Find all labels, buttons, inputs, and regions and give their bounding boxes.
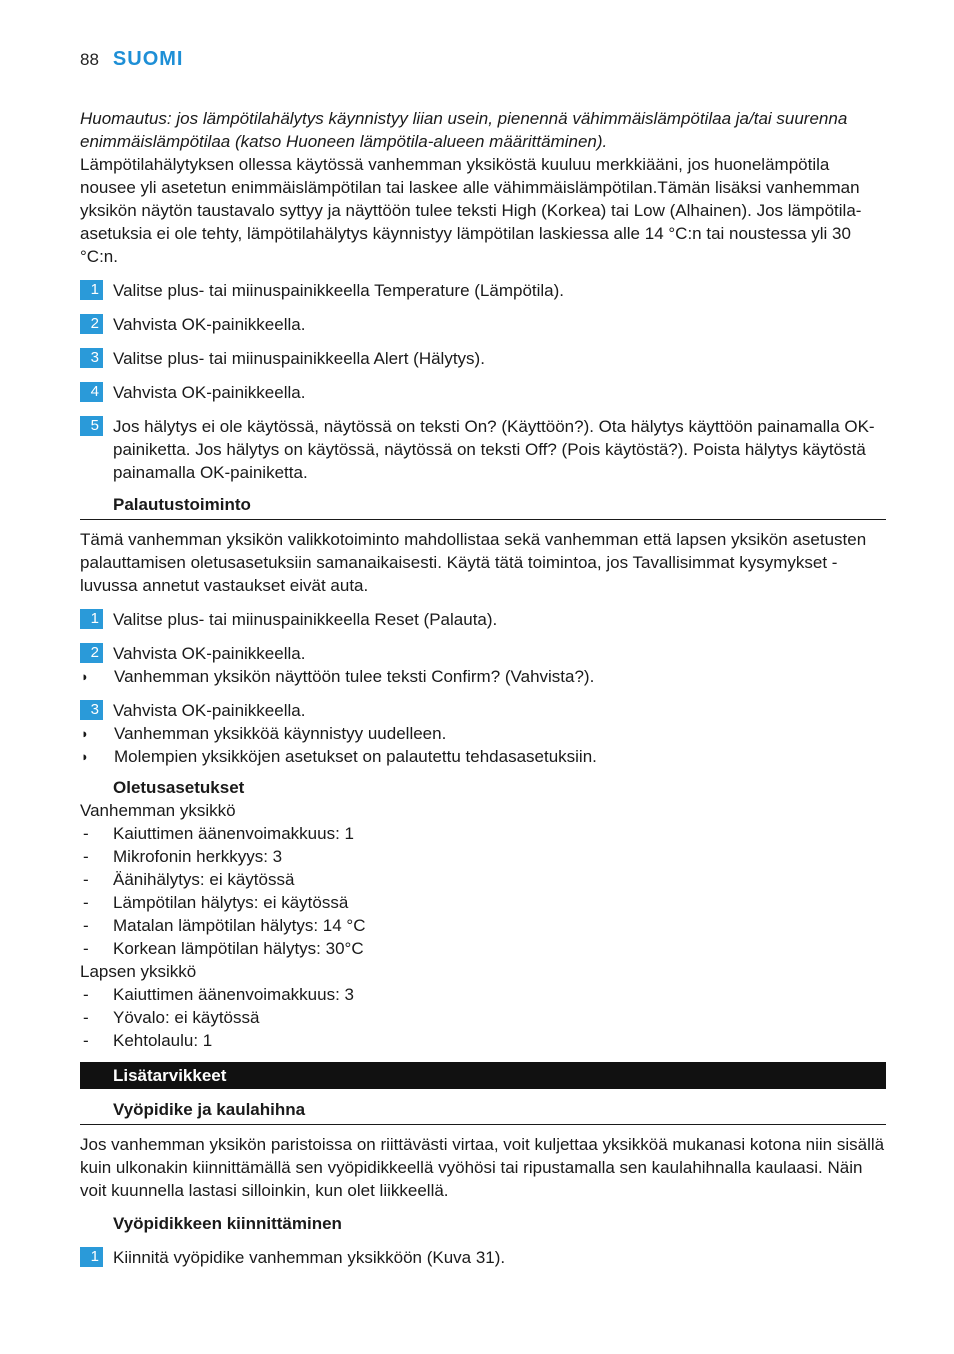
list-item-text: Yövalo: ei käytössä [113, 1008, 260, 1027]
result-text: Molempien yksikköjen asetukset on palautettu tehdasasetuksiin. [114, 747, 597, 766]
step-text: Kiinnitä vyöpidike vanhemman yksikköön (Kuva 31). [113, 1248, 506, 1267]
reset-step-1 [80, 608, 886, 631]
reset-step-3 [80, 699, 886, 722]
step-number: 3 [80, 700, 103, 720]
list-item [80, 983, 886, 1006]
step-a-2 [80, 313, 886, 336]
reset-heading: Palautustoiminto [80, 493, 886, 520]
list-item [80, 845, 886, 868]
dash-marker: - [83, 870, 89, 889]
step-number: 2 [80, 314, 103, 334]
parent-unit-label: Vanhemman yksikkö [80, 801, 236, 820]
note-paragraph: Huomautus: jos lämpötilahälytys käynnistyy liian usein, pienennä vähimmäislämpötilaa ja/tai suurenna enimmäislämpötilaa (katso Huoneen lämpötila-alueen määrittäminen). [80, 109, 848, 151]
list-item-text: Äänihälytys: ei käytössä [113, 870, 295, 889]
reset-paragraph: Tämä vanhemman yksikön valikkotoiminto mahdollistaa sekä vanhemman että lapsen yksikön asetusten palauttamisen oletusasetuksiin samanaikaisesti. Käytä tätä toimintoa, jos Tavallisimmat kysymykset -luvussa annetut vastaukset eivät auta. [80, 530, 867, 595]
dash-marker: - [83, 985, 89, 1004]
result-bullet [80, 665, 886, 688]
result-text: Vanhemman yksikköä käynnistyy uudelleen. [114, 724, 447, 743]
intro-paragraph: Lämpötilahälytyksen ollessa käytössä vanhemman yksiköstä kuuluu merkkiääni, jos huonelämpötila nousee yli asetetun enimmäislämpötilan tai laskee alle vähimmäislämpötilan.Tämän lisäksi vanhemman yksikön näytön taustavalo syttyy ja näyttöön tulee teksti High (Korkea) tai Low (Alhainen). Jos lämpötila-asetuksia ei ole tehty, lämpötilahälytys käynnistyy lämpötilan laskiessa alle 14 °C:n tai noustessa yli 30 °C:n. [80, 155, 862, 266]
language-label: SUOMI [112, 48, 184, 70]
result-arrow-icon: ◗ [81, 669, 89, 684]
defaults-heading: Oletusasetukset [113, 778, 245, 797]
dash-marker: - [83, 824, 89, 843]
step-text: Valitse plus- tai miinuspainikkeella Alert (Hälytys). [113, 349, 485, 368]
step-number: 4 [80, 382, 103, 402]
list-item [80, 822, 886, 845]
attach-clip-heading: Vyöpidikkeen kiinnittäminen [113, 1214, 342, 1233]
list-item [80, 1029, 886, 1052]
dash-marker: - [83, 1031, 89, 1050]
step-number: 5 [80, 416, 103, 436]
result-text: Vanhemman yksikön näyttöön tulee teksti Confirm? (Vahvista?). [114, 667, 595, 686]
step-text: Valitse plus- tai miinuspainikkeella Reset (Palauta). [113, 610, 498, 629]
step-text: Vahvista OK-painikkeella. [113, 701, 306, 720]
dash-marker: - [83, 916, 89, 935]
step-a-5 [80, 415, 886, 484]
page-header [80, 48, 183, 71]
baby-unit-label: Lapsen yksikkö [80, 962, 197, 981]
list-item [80, 914, 886, 937]
result-bullet [80, 722, 886, 745]
step-number: 2 [80, 643, 103, 663]
step-number: 1 [80, 1247, 103, 1267]
step-text: Vahvista OK-painikkeella. [113, 644, 306, 663]
clip-lanyard-heading: Vyöpidike ja kaulahihna [80, 1098, 886, 1125]
list-item-text: Kehtolaulu: 1 [113, 1031, 213, 1050]
attach-step-1 [80, 1246, 886, 1269]
step-number: 3 [80, 348, 103, 368]
reset-step-2 [80, 642, 886, 665]
list-item-text: Lämpötilan hälytys: ei käytössä [113, 893, 349, 912]
step-text: Vahvista OK-painikkeella. [113, 383, 306, 402]
page-content [80, 107, 886, 1269]
step-a-4 [80, 381, 886, 404]
dash-marker: - [83, 893, 89, 912]
list-item-text: Mikrofonin herkkyys: 3 [113, 847, 283, 866]
list-item [80, 937, 886, 960]
list-item-text: Kaiuttimen äänenvoimakkuus: 3 [113, 985, 354, 1004]
page-number: 88 [80, 50, 99, 69]
result-arrow-icon: ◗ [81, 726, 89, 741]
list-item [80, 891, 886, 914]
list-item-text: Korkean lämpötilan hälytys: 30°C [113, 939, 364, 958]
accessories-section-title: Lisätarvikkeet [80, 1062, 886, 1089]
step-number: 1 [80, 280, 103, 300]
accessories-paragraph: Jos vanhemman yksikön paristoissa on riittävästi virtaa, voit kuljettaa yksikköä mukanasi kotona niin sisällä kuin ulkonakin kiinnittämällä sen vyöpidikkeellä vyöhösi tai ripustamalla sen kaulahihnalla kaulaasi. Näin voit kuunnella lastasi silloinkin, kun olet liikkeellä. [80, 1135, 885, 1200]
list-item-text: Kaiuttimen äänenvoimakkuus: 1 [113, 824, 354, 843]
dash-marker: - [83, 847, 89, 866]
step-text: Valitse plus- tai miinuspainikkeella Temperature (Lämpötila). [113, 281, 565, 300]
step-a-1 [80, 279, 886, 302]
step-number: 1 [80, 609, 103, 629]
step-text: Jos hälytys ei ole käytössä, näytössä on teksti On? (Käyttöön?). Ota hälytys käyttöön painamalla OK-painiketta. Jos hälytys on käytössä, näytössä on teksti Off? (Pois käytöstä?). Poista hälytys käytöstä painamalla OK-painiketta. [113, 417, 875, 482]
list-item [80, 868, 886, 891]
list-item [80, 1006, 886, 1029]
result-arrow-icon: ◗ [81, 749, 89, 764]
list-item-text: Matalan lämpötilan hälytys: 14 °C [113, 916, 366, 935]
step-a-3 [80, 347, 886, 370]
result-bullet [80, 745, 886, 768]
step-text: Vahvista OK-painikkeella. [113, 315, 306, 334]
dash-marker: - [83, 939, 89, 958]
dash-marker: - [83, 1008, 89, 1027]
